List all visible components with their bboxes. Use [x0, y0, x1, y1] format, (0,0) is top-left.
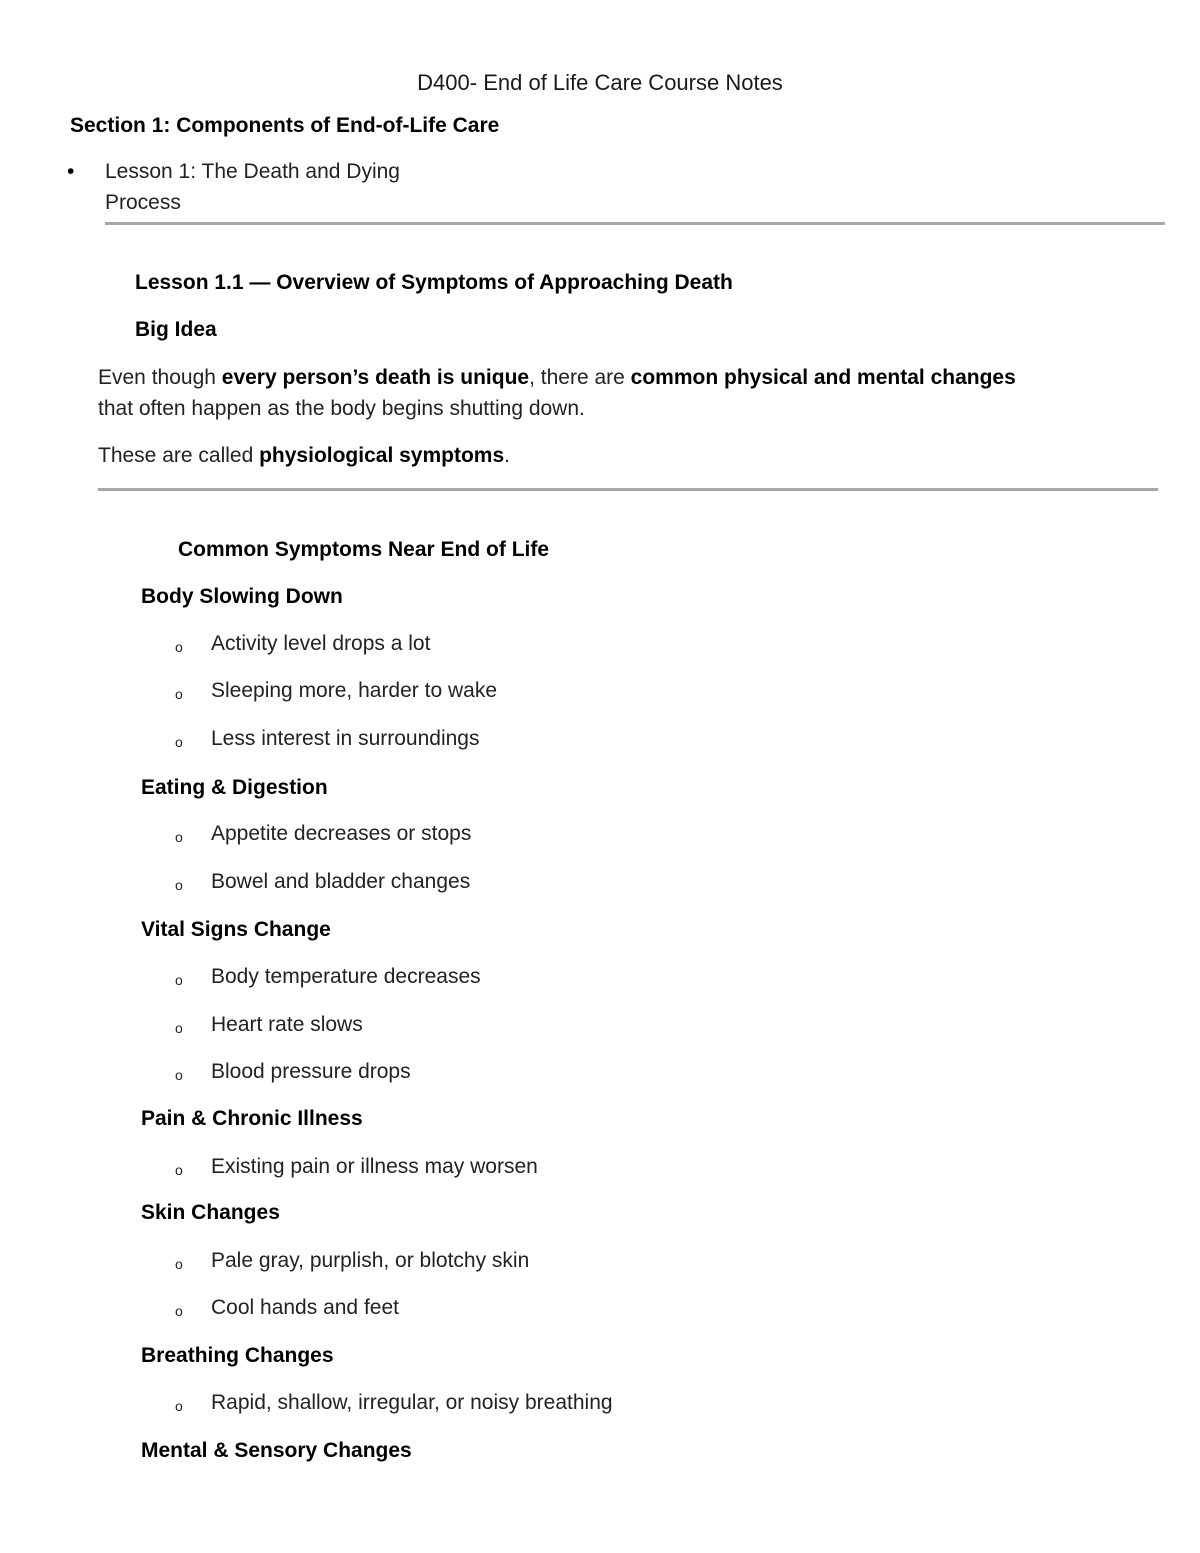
category-heading: Vital Signs Change — [141, 918, 331, 941]
sub-bullet-marker: o — [175, 1398, 183, 1414]
lesson-heading: Lesson 1.1 — Overview of Symptoms of Approaching Death — [135, 271, 733, 294]
para-text: . — [504, 444, 510, 467]
list-item: Appetite decreases or stops — [211, 822, 472, 845]
sub-bullet-marker: o — [175, 1162, 183, 1178]
horizontal-rule — [105, 222, 1165, 225]
para-text: Even though — [98, 366, 222, 389]
list-item: Activity level drops a lot — [211, 632, 431, 655]
section-heading: Section 1: Components of End-of-Life Care — [70, 114, 500, 137]
sub-bullet-marker: o — [175, 734, 183, 750]
document-title: D400- End of Life Care Course Notes — [417, 70, 783, 95]
list-item: Heart rate slows — [211, 1013, 363, 1036]
list-item: Existing pain or illness may worsen — [211, 1155, 538, 1178]
sub-bullet-marker: o — [175, 829, 183, 845]
physiological-paragraph — [98, 444, 510, 468]
lesson-title-line-2: Process — [105, 191, 181, 214]
category-heading: Mental & Sensory Changes — [141, 1439, 412, 1462]
symptoms-heading: Common Symptoms Near End of Life — [178, 538, 550, 561]
big-idea-paragraph-line-2: that often happen as the body begins shutting down. — [98, 397, 585, 420]
category-heading: Breathing Changes — [141, 1344, 334, 1367]
list-item: Bowel and bladder changes — [211, 870, 471, 893]
category-heading: Body Slowing Down — [141, 585, 343, 608]
sub-bullet-marker: o — [175, 639, 183, 655]
list-item: Less interest in surroundings — [211, 727, 480, 750]
sub-bullet-marker: o — [175, 1067, 183, 1083]
para-bold: common physical and mental changes — [630, 366, 1016, 389]
lesson-title-line-1: Lesson 1: The Death and Dying — [105, 160, 400, 183]
para-bold: physiological symptoms — [259, 444, 505, 467]
big-idea-heading: Big Idea — [135, 318, 217, 341]
list-item: Cool hands and feet — [211, 1296, 399, 1319]
sub-bullet-marker: o — [175, 972, 183, 988]
sub-bullet-marker: o — [175, 686, 183, 702]
list-item: Body temperature decreases — [211, 965, 481, 988]
list-item: Sleeping more, harder to wake — [211, 679, 497, 702]
list-item: Blood pressure drops — [211, 1060, 411, 1083]
category-heading: Eating & Digestion — [141, 776, 328, 799]
list-item: Rapid, shallow, irregular, or noisy breathing — [211, 1391, 613, 1414]
category-heading: Skin Changes — [141, 1201, 280, 1224]
para-text: , there are — [529, 366, 631, 389]
category-heading: Pain & Chronic Illness — [141, 1107, 363, 1130]
sub-bullet-marker: o — [175, 877, 183, 893]
horizontal-rule — [98, 488, 1158, 491]
bullet-marker: • — [67, 160, 75, 183]
big-idea-paragraph-line-1 — [98, 366, 1016, 390]
para-text: These are called — [98, 444, 260, 467]
para-bold: every person’s death is unique — [221, 366, 530, 389]
sub-bullet-marker: o — [175, 1020, 183, 1036]
list-item: Pale gray, purplish, or blotchy skin — [211, 1249, 530, 1272]
sub-bullet-marker: o — [175, 1256, 183, 1272]
sub-bullet-marker: o — [175, 1303, 183, 1319]
